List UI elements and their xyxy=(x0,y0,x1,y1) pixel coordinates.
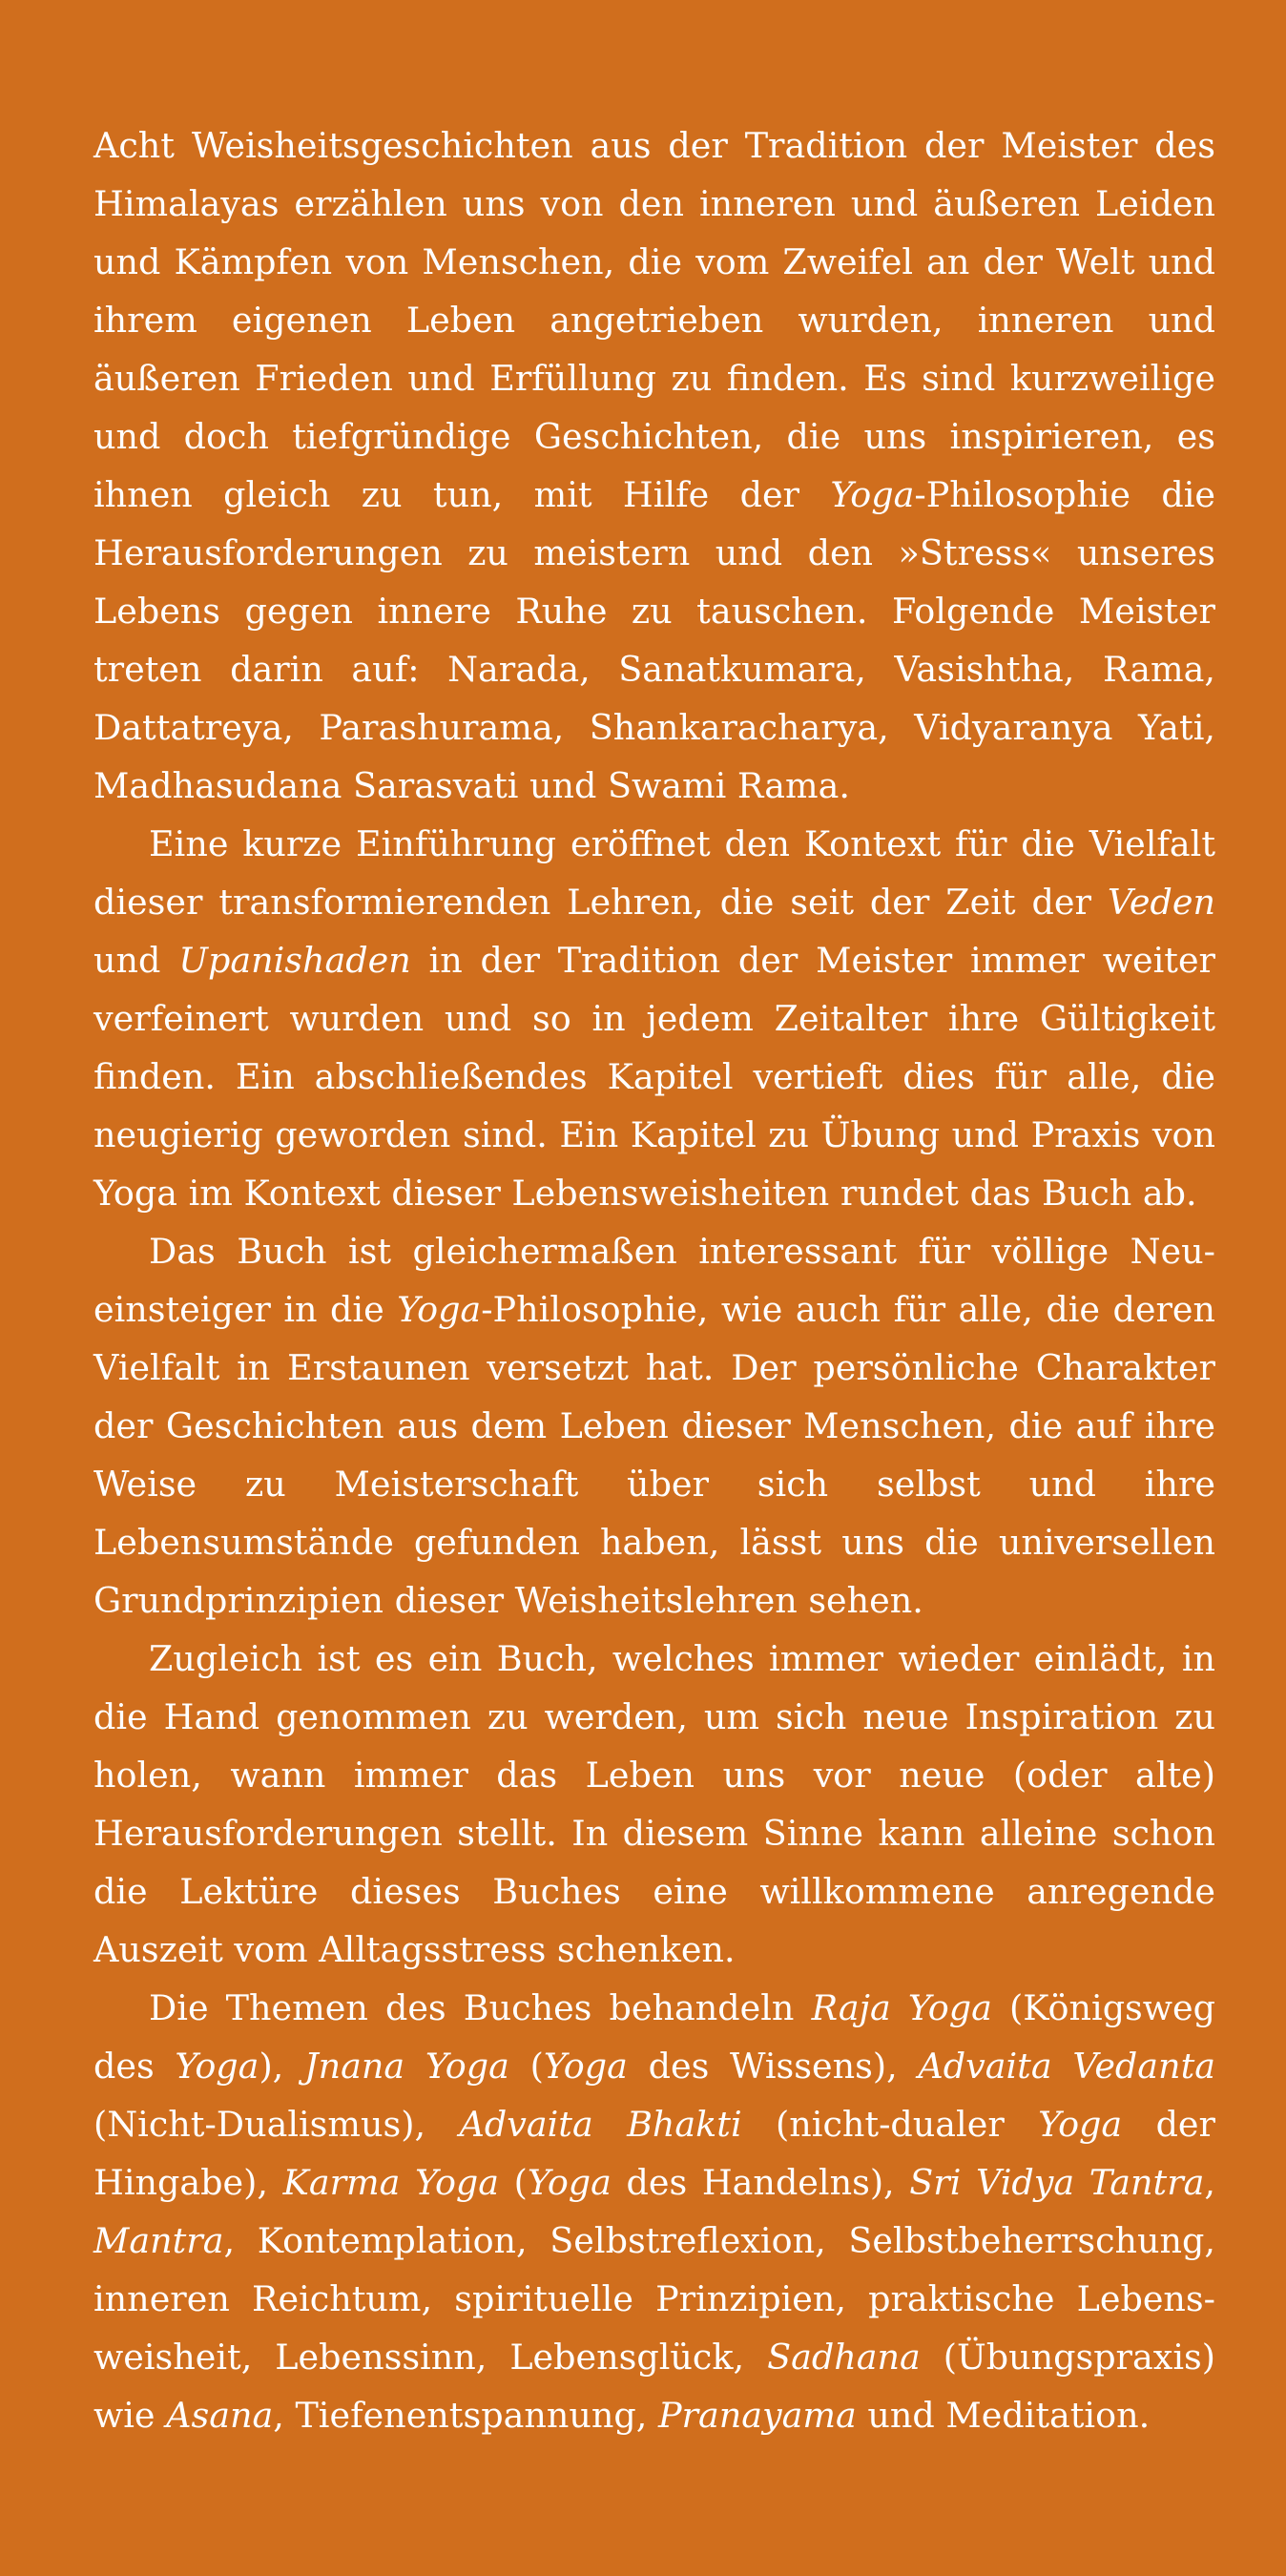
italic-term: Sri Vidya Tantra xyxy=(909,2162,1205,2203)
paragraph-1 xyxy=(93,116,1215,815)
text-run: ), xyxy=(259,2046,304,2087)
text-run: ( xyxy=(508,2046,544,2087)
text-run: , Tiefenentspannung, xyxy=(273,2395,658,2436)
text-run: (Übungspraxis) wie xyxy=(93,2337,1215,2436)
italic-term: Yoga xyxy=(830,474,915,515)
text-run: und Meditation. xyxy=(856,2395,1151,2436)
text-run: Die Themen des Buches behandeln xyxy=(149,1987,812,2028)
text-run: der Hingabe), xyxy=(93,2104,1215,2203)
italic-term: Yoga xyxy=(397,1289,482,1330)
italic-term: Mantra xyxy=(93,2220,224,2261)
text-run: -Philosophie die Herausforderungen zu meistern und den »Stress« unseres Lebens gegen innere Ruhe zu tauschen. Folgende Meister treten darin auf: Narada, Sanatkumara, Vasishtha, Rama, Dattatreya, Parashurama, Shankaracharya, Vidyaranya Yati, Madhasudana Sarasvati und Swami Rama. xyxy=(93,474,1215,806)
text-run: Das Buch ist gleichermaßen interessant für völlige Neueinsteiger in die xyxy=(93,1231,1215,1330)
italic-term: Yoga xyxy=(1038,2104,1123,2145)
italic-term: Advaita Bhakti xyxy=(459,2104,742,2145)
italic-term: Sadhana xyxy=(767,2337,921,2378)
italic-term: Yoga xyxy=(527,2162,612,2203)
text-run: des Handelns), xyxy=(611,2162,910,2203)
text-run: ( xyxy=(499,2162,528,2203)
text-run: (nicht-dualer xyxy=(741,2104,1039,2145)
text-run: Eine kurze Einführung eröffnet den Kontext für die Vielfalt dieser transformierenden Lehren, die seit der Zeit der xyxy=(93,823,1215,923)
text-run: und xyxy=(93,940,179,981)
paragraph-3 xyxy=(93,1222,1215,1630)
italic-term: Veden xyxy=(1107,882,1215,923)
text-run: Acht Weisheitsgeschichten aus der Tradition der Meister des Himalayas erzählen uns von den inneren und äußeren Leiden und Kämpfen von Menschen, die vom Zweifel an der Welt und ihrem eigenen Leben angetrieben wurden, inneren und äußeren Frieden und Erfüllung zu finden. Es sind kurzweilige und doch tiefgründige Geschichten, die uns inspirieren, es ihnen gleich zu tun, mit Hilfe der xyxy=(93,125,1215,515)
text-run: , Kontemplation, Selbstreflexion, Selbstbeherrschung, inneren Reichtum, spirituelle Prinzipien, praktische Lebensweisheit, Lebenssinn, Lebensglück, xyxy=(93,2220,1215,2378)
text-run: (Königsweg des xyxy=(93,1987,1215,2087)
text-run: -Philosophie, wie auch für alle, die deren Vielfalt in Erstaunen versetzt hat. Der persönliche Charakter der Geschichten aus dem Leben dieser Menschen, die auf ihre Weise zu Meisterschaft über sich selbst und ihre Lebensumstände gefunden haben, lässt uns die universellen Grundprinzipien dieser Weisheitslehren sehen. xyxy=(93,1289,1215,1621)
blurb-text xyxy=(93,116,1215,2444)
text-run: Zugleich ist es ein Buch, welches immer wieder einlädt, in die Hand genommen zu werden, um sich neue Inspiration zu holen, wann immer das Leben uns vor neue (oder alte) Herausforderungen stellt. In diesem Sinne kann alleine schon die Lektüre dieses Buches eine willkommene anregende Auszeit vom Alltagsstress schenken. xyxy=(93,1638,1215,1970)
paragraph-4 xyxy=(93,1630,1215,1979)
paragraph-5 xyxy=(93,1979,1215,2444)
italic-term: Upanishaden xyxy=(178,940,411,981)
text-run: , xyxy=(1204,2162,1216,2203)
italic-term: Asana xyxy=(166,2395,274,2436)
text-run: des Wissens), xyxy=(627,2046,919,2087)
italic-term: Raja Yoga xyxy=(811,1987,992,2028)
text-run: (Nicht-Dualismus), xyxy=(93,2104,460,2145)
italic-term: Karma Yoga xyxy=(282,2162,500,2203)
text-run: in der Tradition der Meister immer weiter verfeinert wurden und so in jedem Zeitalter ihre Gültigkeit finden. Ein abschließendes Kapitel vertieft dies für alle, die neugierig geworden sind. Ein Kapitel zu Übung und Praxis von Yoga im Kontext dieser Lebensweisheiten rundet das Buch ab. xyxy=(93,940,1216,1214)
italic-term: Pranayama xyxy=(657,2395,857,2436)
italic-term: Advaita Vedanta xyxy=(918,2046,1215,2087)
italic-term: Jnana Yoga xyxy=(304,2046,509,2087)
paragraph-2 xyxy=(93,815,1215,1222)
italic-term: Yoga xyxy=(175,2046,259,2087)
italic-term: Yoga xyxy=(543,2046,628,2087)
